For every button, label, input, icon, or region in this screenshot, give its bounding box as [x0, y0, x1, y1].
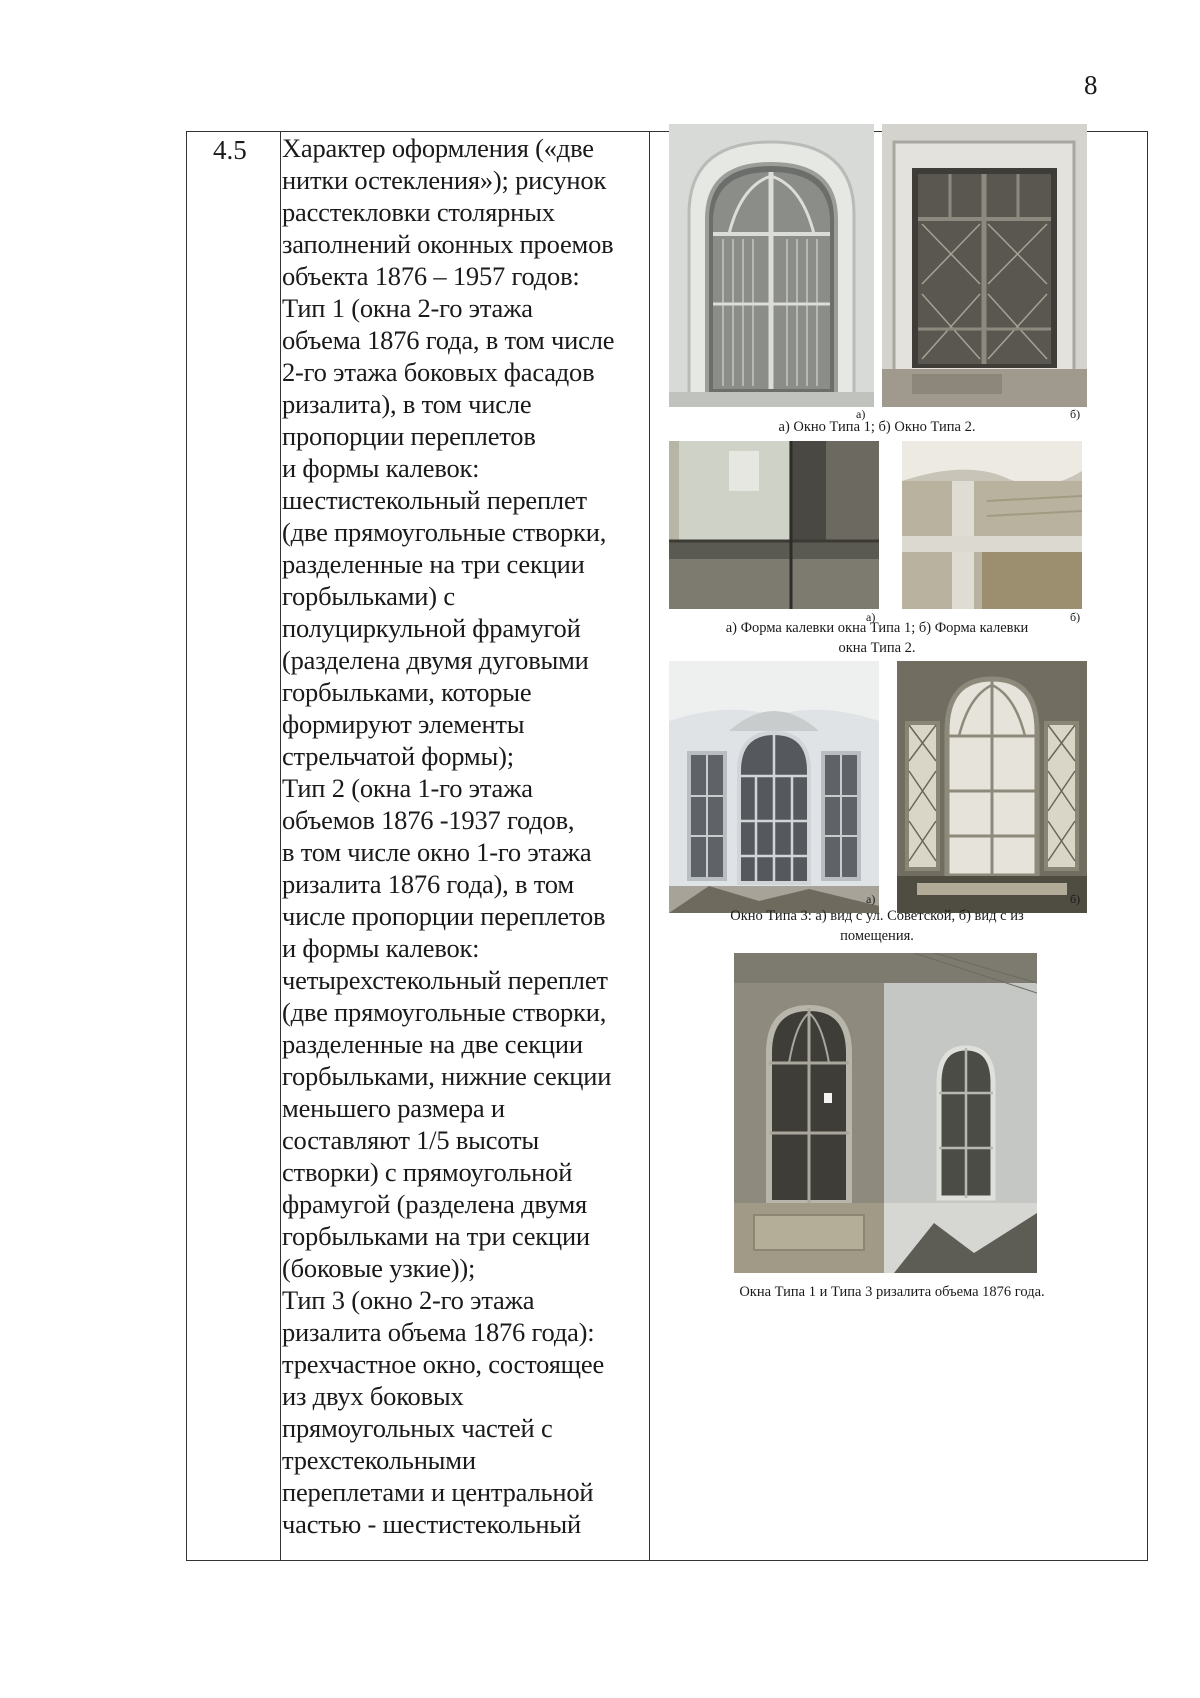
column-divider	[280, 132, 281, 1560]
description-line: горбыльками на три секции	[282, 1221, 590, 1251]
photo-profile-type2	[902, 441, 1082, 609]
row-number: 4.5	[213, 135, 247, 165]
caption-line: Окно Типа 3: а) вид с ул. Советской, б) вид с из	[730, 908, 1024, 924]
description-line: (две прямоугольные створки,	[282, 997, 607, 1027]
label-a: а)	[866, 610, 876, 624]
label-b: б)	[1070, 610, 1081, 624]
description-line: (две прямоугольные створки,	[282, 517, 607, 547]
description-line: разделенные на две секции	[282, 1029, 583, 1059]
photo-risalit	[734, 953, 1037, 1273]
caption-line: а) Форма калевки окна Типа 1; б) Форма калевки	[725, 620, 1029, 636]
description-line: Тип 1 (окна 2-го этажа	[282, 293, 533, 323]
description-line: нитки остекления»); рисунок	[282, 165, 607, 195]
description-cell	[282, 132, 648, 1540]
description-line: из двух боковых	[282, 1381, 464, 1411]
caption-line: окна Типа 2.	[838, 640, 916, 656]
description-line: Характер оформления («две	[282, 133, 594, 163]
description-line: пропорции переплетов	[282, 421, 536, 451]
description-line: и формы калевок:	[282, 933, 480, 963]
photo-window-type1	[669, 124, 874, 407]
description-line: разделенные на три секции	[282, 549, 585, 579]
description-line: ризалита), в том числе	[282, 389, 532, 419]
description-line: трехчастное окно, состоящее	[282, 1349, 605, 1379]
description-line: горбыльками) с	[282, 581, 455, 611]
description-line: прямоугольных частей с	[282, 1413, 553, 1443]
description-line: в том числе окно 1-го этажа	[282, 837, 592, 867]
description-line: шестистекольный переплет	[282, 485, 587, 515]
description-line: объекта 1876 – 1957 годов:	[282, 261, 580, 291]
description-line: 2-го этажа боковых фасадов	[282, 357, 595, 387]
description-line: (разделена двумя дуговыми	[282, 645, 589, 675]
description-line: четырехстекольный переплет	[282, 965, 608, 995]
description-line: частью - шестистекольный	[282, 1509, 581, 1539]
photo-window-type2	[882, 124, 1087, 407]
label-a: а)	[856, 407, 866, 421]
description-line: и формы калевок:	[282, 453, 480, 483]
figure-caption: а) Окно Типа 1; б) Окно Типа 2.	[778, 419, 976, 435]
description-line: Тип 2 (окна 1-го этажа	[282, 773, 533, 803]
description-line: Тип 3 (окно 2-го этажа	[282, 1285, 535, 1315]
page-number: 8	[1084, 70, 1098, 100]
description-line: горбыльками, которые	[282, 677, 532, 707]
description-line: расстекловки столярных	[282, 197, 555, 227]
figure-caption	[657, 906, 1097, 946]
description-line: составляют 1/5 высоты	[282, 1125, 539, 1155]
caption-line: помещения.	[840, 928, 914, 944]
photo-profile-type1	[669, 441, 879, 609]
label-b: б)	[1070, 892, 1081, 906]
description-line: числе пропорции переплетов	[282, 901, 606, 931]
photo-window-type3-interior	[897, 661, 1087, 913]
description-line: (боковые узкие));	[282, 1253, 476, 1283]
description-line: формируют элементы	[282, 709, 525, 739]
column-divider	[649, 132, 650, 1560]
label-a: а)	[866, 892, 876, 906]
description-line: меньшего размера и	[282, 1093, 505, 1123]
description-table	[186, 131, 1148, 1561]
description-line: створки) с прямоугольной	[282, 1157, 573, 1187]
description-line: объема 1876 года, в том числе	[282, 325, 615, 355]
description-line: горбыльками, нижние секции	[282, 1061, 612, 1091]
photo-window-type3-street	[669, 661, 879, 913]
description-line: полуциркульной фрамугой	[282, 613, 581, 643]
description-line: ризалита 1876 года), в том	[282, 869, 574, 899]
description-line: трехстекольными	[282, 1445, 476, 1475]
description-line: объемов 1876 -1937 годов,	[282, 805, 575, 835]
figure-caption	[657, 618, 1097, 658]
description-line: заполнений оконных проемов	[282, 229, 614, 259]
figure-caption: Окна Типа 1 и Типа 3 ризалита объема 1876 года.	[739, 1284, 1045, 1300]
description-line: ризалита объема 1876 года):	[282, 1317, 595, 1347]
description-line: фрамугой (разделена двумя	[282, 1189, 588, 1219]
label-b: б)	[1070, 407, 1081, 421]
description-line: стрельчатой формы);	[282, 741, 514, 771]
description-line: переплетами и центральной	[282, 1477, 594, 1507]
